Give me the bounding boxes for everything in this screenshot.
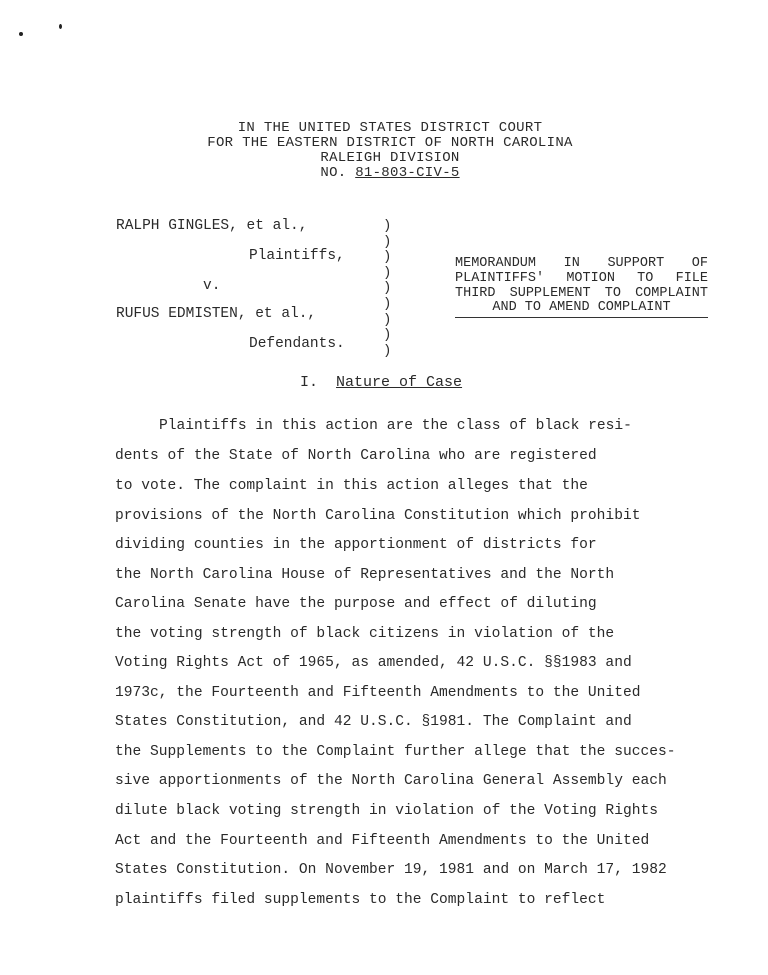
body-line: provisions of the North Carolina Constitution which prohibit: [115, 508, 641, 524]
caption-paren: ): [383, 327, 392, 344]
caption-paren: ): [383, 295, 392, 312]
plaintiff-name: RALPH GINGLES, et al.,: [116, 218, 308, 234]
body-line: dividing counties in the apportionment of districts for: [115, 537, 597, 553]
body-line: States Constitution. On November 19, 1981 and on March 17, 1982: [115, 862, 667, 878]
body-line: Plaintiffs in this action are the class of black resi-: [159, 418, 632, 434]
body-line: plaintiffs filed supplements to the Complaint to reflect: [115, 892, 606, 908]
memo-title-line: THIRD SUPPLEMENT TO COMPLAINT: [455, 285, 708, 301]
caption-paren: ): [383, 218, 392, 234]
plaintiff-role: Plaintiffs,: [249, 248, 345, 264]
caption-paren: ): [383, 280, 392, 297]
memo-title-line: AND TO AMEND COMPLAINT: [455, 301, 708, 318]
caption-paren: ): [383, 249, 392, 266]
body-line: dents of the State of North Carolina who are registered: [115, 448, 597, 464]
body-line: 1973c, the Fourteenth and Fifteenth Amendments to the United: [115, 685, 641, 701]
versus-label: v.: [203, 278, 221, 294]
defendant-role: Defendants.: [249, 336, 345, 352]
body-line: States Constitution, and 42 U.S.C. §1981. The Complaint and: [115, 714, 632, 730]
court-name: IN THE UNITED STATES DISTRICT COURT: [237, 120, 543, 136]
body-line: Voting Rights Act of 1965, as amended, 42 U.S.C. §§1983 and: [115, 655, 632, 671]
court-district: FOR THE EASTERN DISTRICT OF NORTH CAROLINA: [207, 135, 573, 151]
section-heading: [300, 374, 462, 391]
caption-paren: ): [383, 342, 392, 359]
defendant-name: RUFUS EDMISTEN, et al.,: [116, 306, 317, 322]
caption-paren: ): [383, 311, 392, 328]
body-line: sive apportionments of the North Carolina General Assembly each: [115, 773, 667, 789]
case-number-prefix: NO.: [320, 165, 347, 181]
body-line: to vote. The complaint in this action alleges that the: [115, 478, 588, 494]
memo-title-line: PLAINTIFFS' MOTION TO FILE: [455, 270, 708, 286]
memorandum-title: [455, 257, 708, 318]
memo-title-line: MEMORANDUM IN SUPPORT OF: [455, 256, 708, 271]
section-title: Nature of Case: [336, 374, 463, 391]
body-line: the Supplements to the Complaint further allege that the succes-: [115, 744, 676, 760]
court-header: [150, 121, 630, 181]
caption-paren-column: [383, 219, 393, 359]
body-line: Carolina Senate have the purpose and effect of diluting: [115, 596, 597, 612]
body-line: dilute black voting strength in violation of the Voting Rights: [115, 803, 658, 819]
case-number: [150, 166, 630, 181]
court-division: RALEIGH DIVISION: [320, 150, 460, 166]
body-line: the voting strength of black citizens in violation of the: [115, 626, 615, 642]
speck-mark: [19, 32, 23, 36]
body-line: the North Carolina House of Representatives and the North: [115, 567, 615, 583]
body-line: Act and the Fourteenth and Fifteenth Amendments to the United: [115, 833, 650, 849]
speck-mark: [59, 24, 62, 29]
section-number: I.: [300, 374, 319, 391]
caption-paren: ): [383, 233, 392, 250]
case-number-value: 81-803-CIV-5: [355, 165, 460, 181]
caption-paren: ): [383, 264, 392, 281]
